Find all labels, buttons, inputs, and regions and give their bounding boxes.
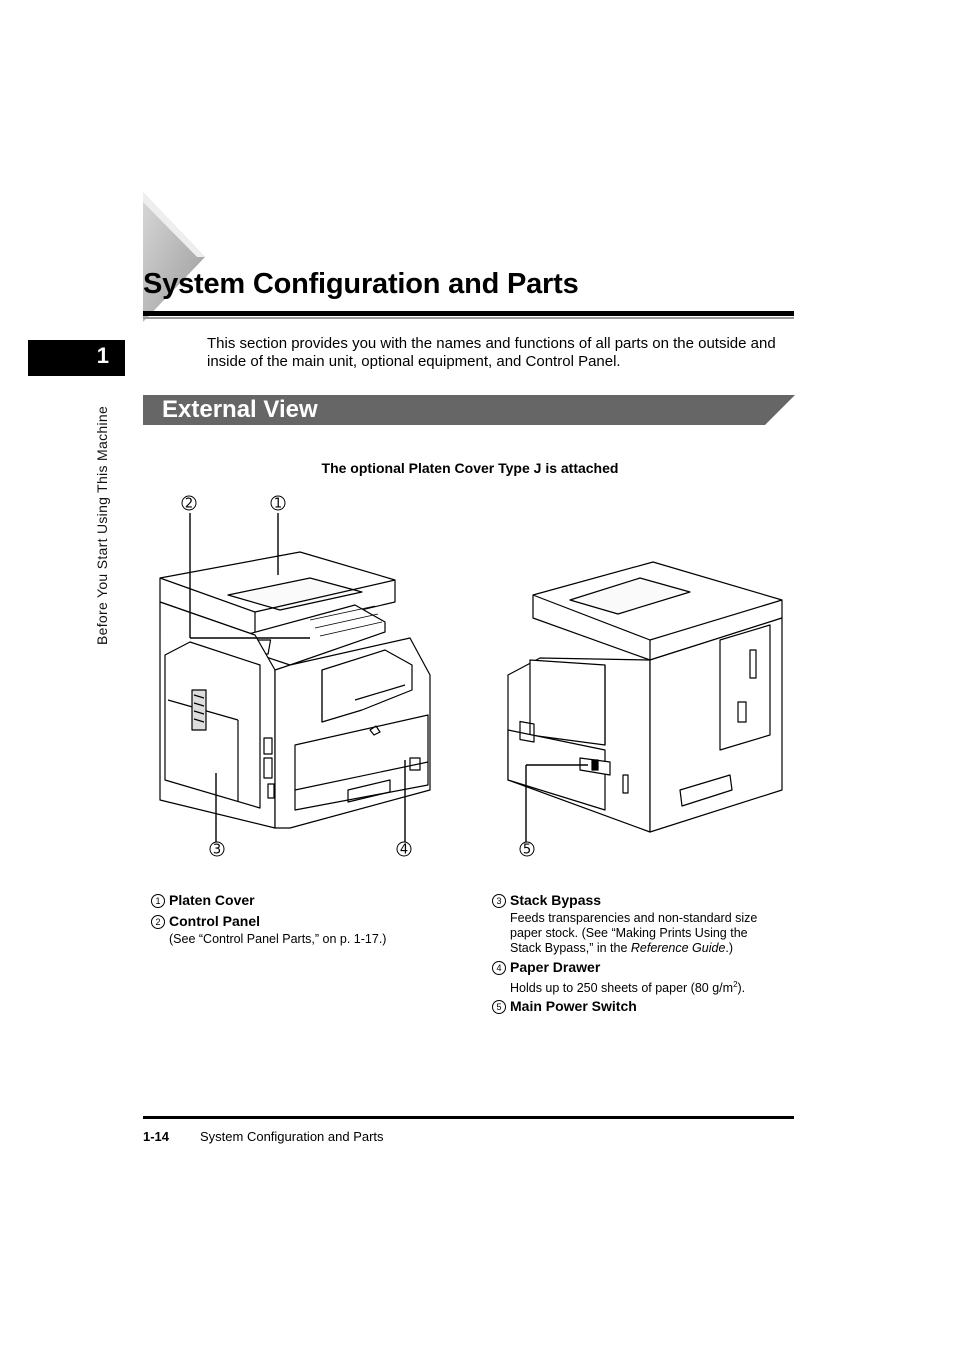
chapter-tab [28,340,125,376]
chapter-side-label: Before You Start Using This Machine [94,405,110,645]
part-number-badge: 5 [492,1000,506,1014]
machine-rear-view [508,562,782,832]
part-description-text: Feeds transparencies and non-standard size paper stock. (See “Making Prints Using the Stack Bypass,” in the [510,911,758,955]
part-description-text: Holds up to 250 sheets of paper (80 g/m [510,981,734,996]
superscript: 2 [733,980,738,989]
part-title: Paper Drawer [510,959,601,975]
machine-illustration [150,490,800,862]
svg-text:2: 2 [184,496,194,512]
title-rule [143,311,794,316]
machine-front-view [160,552,430,828]
part-number-badge: 1 [151,894,165,908]
svg-text:1: 1 [273,496,283,512]
part-description-text: ). [737,981,746,996]
part-item-stack-bypass [492,892,601,908]
title-triangle-decoration [143,192,263,322]
footer-page-number: 1-14 [143,1129,170,1144]
section-title: External View [162,396,318,423]
part-title: Main Power Switch [510,998,637,1014]
figure-caption: The optional Platen Cover Type J is attached [321,460,619,476]
callout-3 [210,842,224,858]
part-description [510,977,790,996]
svg-text:3: 3 [212,842,222,858]
intro-paragraph: This section provides you with the names and functions of all parts on the outside and inside of the main unit, optional equipment, and Control Panel. [207,335,776,370]
callout-1 [271,496,285,512]
callout-5 [520,842,534,858]
chapter-number: 1 [96,343,109,368]
svg-text:5: 5 [522,842,532,858]
callout-2 [182,496,196,512]
part-number-badge: 3 [492,894,506,908]
part-number-badge: 2 [151,915,165,929]
part-description: (See “Control Panel Parts,” on p. 1-17.) [169,932,387,946]
footer-title: System Configuration and Parts [200,1129,384,1144]
part-item-control-panel [151,913,260,929]
reference-guide-title: Reference Guide [630,941,726,955]
part-title: Stack Bypass [510,892,602,908]
part-item-platen-cover [151,892,255,908]
footer-rule [143,1116,794,1119]
part-item-main-power-switch [492,998,637,1014]
title-rule-shadow [143,317,794,319]
part-title: Platen Cover [169,892,255,908]
svg-text:4: 4 [399,842,409,858]
callout-4 [397,842,411,858]
part-item-paper-drawer [492,959,600,975]
part-description [510,911,780,956]
part-number-badge: 4 [492,961,506,975]
part-description-text: .) [725,941,734,955]
part-title: Control Panel [169,913,261,929]
page-title: System Configuration and Parts [143,268,579,300]
